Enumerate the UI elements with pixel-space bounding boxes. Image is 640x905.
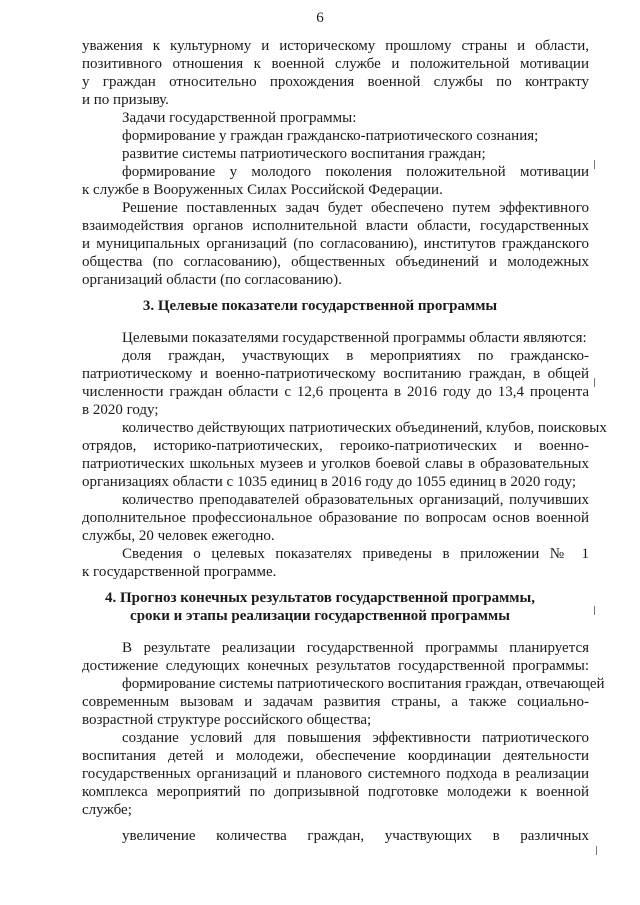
text-line: количество действующих патриотических объединений, клубов, поисковых [122, 420, 607, 436]
text-line: к службе в Вооруженных Силах Российской Федерации. [82, 182, 443, 198]
text-line: и по призыву. [82, 92, 169, 108]
text-line: формирование у молодого поколения положительной мотивации [122, 164, 589, 180]
text-line: отрядов, историко-патриотических, героико-патриотических и военно- [82, 438, 589, 454]
page-number: 6 [316, 10, 324, 26]
text-line: государственных организаций и планового системного подхода в реализации [82, 766, 589, 782]
scan-margin-mark [594, 160, 595, 169]
text-line: организациях области с 1035 единиц в 2016 году до 1055 единиц в 2020 году; [82, 474, 577, 490]
text-line: современным вызовам и задачам развития страны, а также социально- [82, 694, 589, 710]
text-line: у граждан относительно прохождения военной службы по контракту [82, 74, 589, 90]
text-line: формирование системы патриотического воспитания граждан, отвечающей [122, 676, 605, 692]
section-3-heading: 3. Целевые показатели государственной программы [142, 298, 498, 314]
scan-margin-mark [594, 378, 595, 387]
text-line: уважения к культурному и историческому прошлому страны и области, [82, 38, 589, 54]
text-line: Целевыми показателями государственной программы области являются: [122, 330, 587, 346]
text-line: в 2020 году; [82, 402, 159, 418]
scan-margin-mark [594, 606, 595, 615]
text-line: организаций области (по согласованию). [82, 272, 342, 288]
text-line: доля граждан, участвующих в мероприятиях по гражданско- [122, 348, 589, 364]
section-4-heading-line-2: сроки и этапы реализации государственной программы [130, 608, 510, 624]
text-line: Сведения о целевых показателях приведены в приложении № 1 [122, 546, 589, 562]
text-line: службе; [82, 802, 132, 818]
scan-margin-mark [596, 846, 597, 855]
text-line: численности граждан области с 12,6 процента в 2016 году до 13,4 процента [82, 384, 589, 400]
text-line: количество преподавателей образовательных организаций, получивших [122, 492, 589, 508]
text-line: формирование у граждан гражданско-патриотического сознания; [122, 128, 539, 144]
section-4-heading-line-1: 4. Прогноз конечных результатов государственной программы, [105, 590, 535, 606]
text-line: достижение следующих конечных результатов государственной программы: [82, 658, 589, 674]
text-line: к государственной программе. [82, 564, 277, 580]
text-line: позитивного отношения к военной службе и положительной мотивации [82, 56, 589, 72]
text-line: воспитания детей и молодежи, обеспечение координации деятельности [82, 748, 589, 764]
text-line: взаимодействия органов исполнительной власти области, государственных [82, 218, 589, 234]
text-line: Решение поставленных задач будет обеспечено путем эффективного [122, 200, 589, 216]
text-line: общества (по согласованию), общественных объединений и молодежных [82, 254, 589, 270]
text-line: Задачи государственной программы: [122, 110, 357, 126]
text-line: создание условий для повышения эффективности патриотического [122, 730, 589, 746]
text-line: и муниципальных организаций (по согласованию), институтов гражданского [82, 236, 589, 252]
text-line: патриотических школьных музеев и уголков боевой славы в образовательных [82, 456, 589, 472]
text-line: увеличение количества граждан, участвующих в различных [122, 828, 589, 844]
text-line: патриотическому и военно-патриотическому воспитанию граждан, в общей [82, 366, 589, 382]
text-line: дополнительное профессиональное образование по вопросам основ военной [82, 510, 589, 526]
text-line: В результате реализации государственной программы планируется [122, 640, 589, 656]
text-line: возрастной структуре российского общества; [82, 712, 372, 728]
text-line: службы, 20 человек ежегодно. [82, 528, 275, 544]
text-line: комплекса мероприятий по допризывной подготовке молодежи к военной [82, 784, 589, 800]
text-line: развитие системы патриотического воспитания граждан; [122, 146, 486, 162]
